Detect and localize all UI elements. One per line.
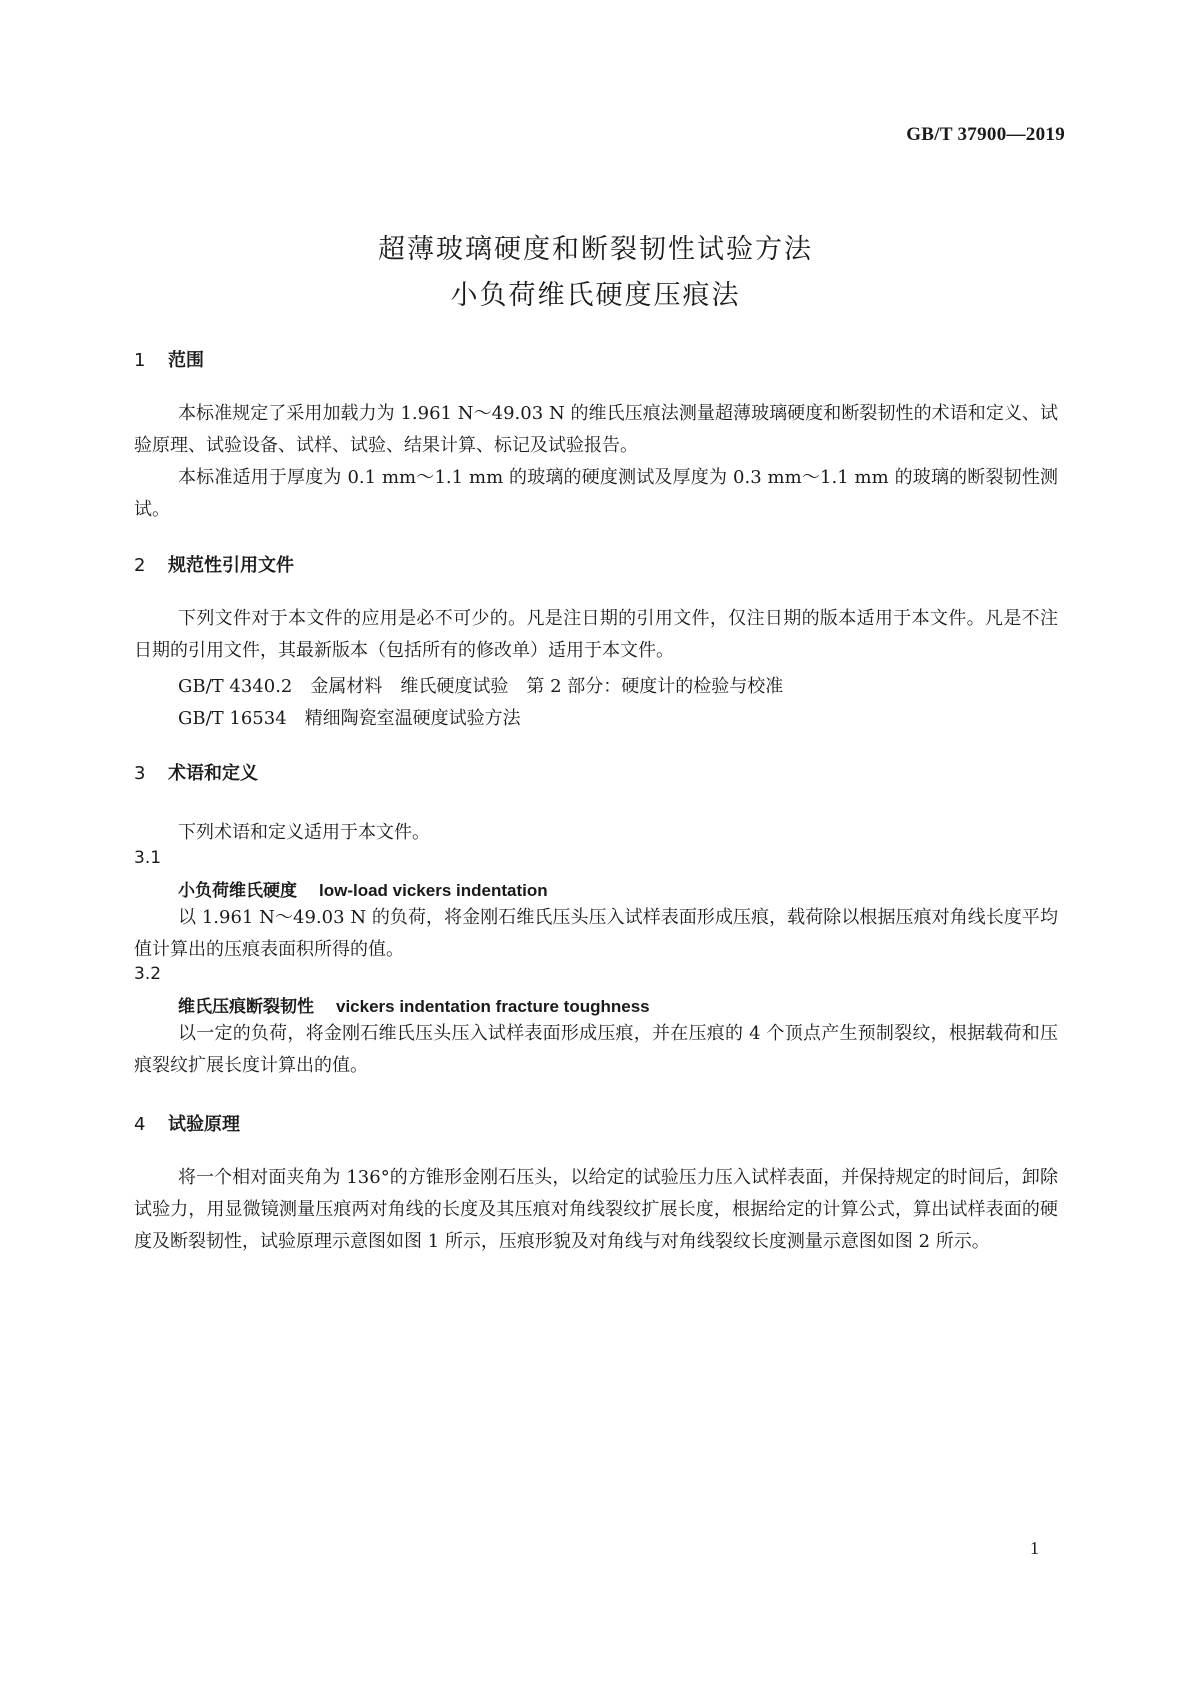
term-english: vickers indentation fracture toughness [336,997,650,1016]
section-number: 2 [134,555,146,576]
paragraph: 以 1.961 N～49.03 N 的负荷，将金刚石维氏压头压入试样表面形成压痕，载荷除以根据压痕对角线长度平均值计算出的压痕表面积所得的值。 [134,907,1058,960]
term-entry [178,876,548,901]
term-definition [134,902,1058,966]
term-number: 3.1 [134,848,162,868]
section-title: 试验原理 [168,1114,240,1135]
normative-reference-1: GB/T 4340.2 金属材料 维氏硬度试验 第 2 部分：硬度计的检验与校准 [178,676,784,697]
section-title: 术语和定义 [168,763,258,784]
section-2-heading [134,551,294,577]
page-number: 1 [1030,1538,1039,1558]
section-3-heading [134,759,258,785]
term-english: low-load vickers indentation [319,881,548,900]
term-chinese: 维氏压痕断裂韧性 [178,997,314,1017]
term-entry [178,992,650,1017]
normative-reference-2: GB/T 16534 精细陶瓷室温硬度试验方法 [178,708,521,729]
section-title: 规范性引用文件 [168,555,294,576]
term-definition [134,1018,1058,1082]
standard-code: GB/T 37900—2019 [906,124,1065,145]
section-number: 1 [134,350,146,371]
paragraph: 本标准适用于厚度为 0.1 mm～1.1 mm 的玻璃的硬度测试及厚度为 0.3 mm～1.1 mm 的玻璃的断裂韧性测试。 [134,467,1058,520]
document-title-line2: 小负荷维氏硬度压痕法 [450,280,741,311]
section-4-body [134,1162,1058,1258]
paragraph: 下列文件对于本文件的应用是必不可少的。凡是注日期的引用文件，仅注日期的版本适用于本文件。凡是不注日期的引用文件，其最新版本（包括所有的修改单）适用于本文件。 [134,608,1058,661]
paragraph: 本标准规定了采用加载力为 1.961 N～49.03 N 的维氏压痕法测量超薄玻璃硬度和断裂韧性的术语和定义、试验原理、试验设备、试样、试验、结果计算、标记及试验报告。 [134,403,1058,456]
paragraph: 以一定的负荷，将金刚石维氏压头压入试样表面形成压痕，并在压痕的 4 个顶点产生预制裂纹，根据载荷和压痕裂纹扩展长度计算出的值。 [134,1023,1058,1076]
section-3-intro: 下列术语和定义适用于本文件。 [178,822,430,843]
section-1-body [134,398,1058,526]
paragraph: 将一个相对面夹角为 136°的方锥形金刚石压头，以给定的试验压力压入试样表面，并保持规定的时间后，卸除试验力，用显微镜测量压痕两对角线的长度及其压痕对角线裂纹扩展长度，根据给定的计算公式，算出试样表面的硬度及断裂韧性，试验原理示意图如图 1 所示，压痕形貌及对角线与对角线裂纹长度测量示意图如图 2 所示。 [134,1167,1058,1252]
section-1-heading [134,346,204,372]
section-4-heading [134,1110,240,1136]
section-2-body [134,603,1058,667]
section-title: 范围 [168,350,204,371]
term-chinese: 小负荷维氏硬度 [178,881,297,901]
section-number: 3 [134,763,146,784]
term-number: 3.2 [134,964,162,984]
section-number: 4 [134,1114,146,1135]
document-title-line1: 超薄玻璃硬度和断裂韧性试验方法 [378,234,813,265]
